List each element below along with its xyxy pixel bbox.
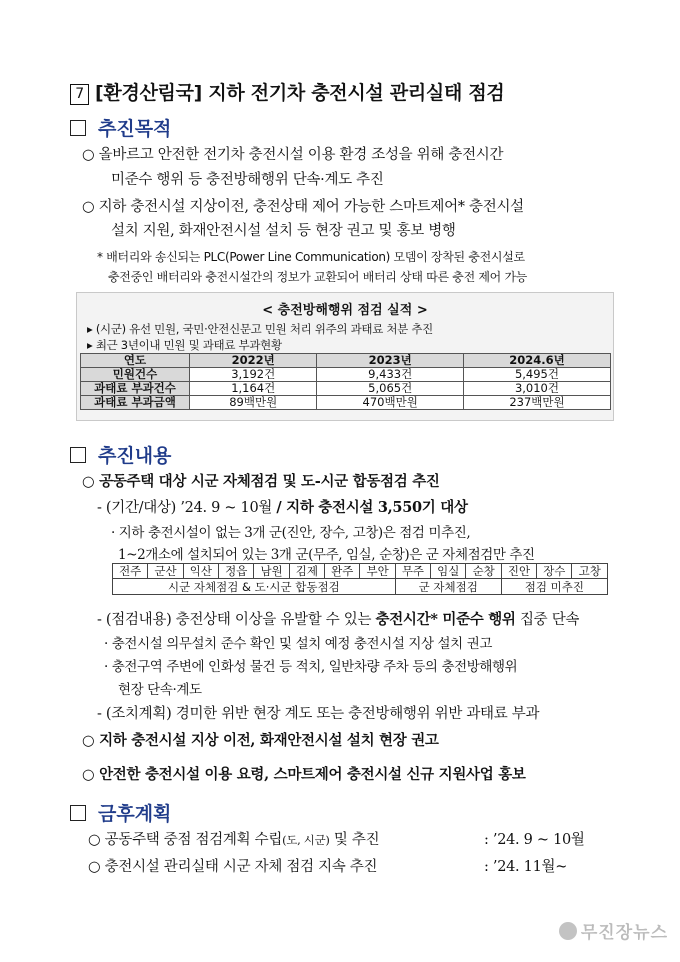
stats-table-header xyxy=(81,354,611,368)
stats-cell: 5,065건 xyxy=(317,382,463,396)
stats-row-label: 과태료 부과건수 xyxy=(81,382,190,396)
watermark: 무진장뉴스 xyxy=(559,918,668,943)
plan-item-2: ○ 충전시설 관리실태 시군 자체 점검 지속 추진 xyxy=(88,859,378,875)
section-heading-plan: 금후계획 xyxy=(70,799,171,826)
footnote-line-1: * 배터리와 송신되는 PLC(Power Line Communication) 모뎀이 장착된 충전시설로 xyxy=(97,250,525,264)
checkbox-square-icon xyxy=(70,447,86,463)
stats-title: < 충전방해행위 점검 실적 > xyxy=(262,303,428,318)
region-cell: 김제 xyxy=(289,564,324,579)
stats-header-cell: 2022년 xyxy=(190,354,317,368)
region-cell: 전주 xyxy=(113,564,148,579)
stats-cell: 1,164건 xyxy=(190,382,317,396)
purpose-bullet-2-cont: 설치 지원, 화재안전시설 설치 등 현장 권고 및 홍보 병행 xyxy=(111,223,456,239)
region-group-joint: 시군 자체점검 & 도·시군 합동점검 xyxy=(113,579,396,595)
region-cell: 장수 xyxy=(537,564,572,579)
region-cell: 완주 xyxy=(325,564,360,579)
region-cell: 남원 xyxy=(254,564,289,579)
region-cell: 임실 xyxy=(431,564,466,579)
region-cell: 군산 xyxy=(148,564,183,579)
content-dash-inspection: - (점검내용) 충전상태 이상을 유발할 수 있는 충전시간* 미준수 행위 집중 단속 xyxy=(97,611,580,628)
region-cell: 순창 xyxy=(466,564,501,579)
content-sub-3: · 충전구역 주변에 인화성 물건 등 적치, 일반차량 주차 등의 충전방해행위 xyxy=(104,659,518,675)
plan-item-1: ○ 공동주택 중점 점검계획 수립(도, 시군) 및 추진 xyxy=(88,832,380,848)
stats-cell: 5,495건 xyxy=(463,368,610,382)
table-row xyxy=(81,382,611,396)
stats-header-cell: 2023년 xyxy=(317,354,463,368)
title-text: [환경산림국] 지하 전기차 충전시설 관리실태 점검 xyxy=(95,82,505,104)
table-row xyxy=(113,579,608,595)
section-heading-purpose: 추진목적 xyxy=(70,114,171,141)
purpose-bullet-1: ○ 올바르고 안전한 전기차 충전시설 이용 환경 조성을 위해 충전시간 xyxy=(82,147,504,163)
item-number: 7 xyxy=(70,84,89,105)
stats-table xyxy=(80,353,611,410)
stats-row-label: 과태료 부과금액 xyxy=(81,396,190,410)
region-cell: 진안 xyxy=(501,564,536,579)
content-sub-1-cont: 1~2개소에 설치되어 있는 3개 군(무주, 임실, 순창)은 군 자체점검만 추진 xyxy=(118,547,535,563)
region-cell: 고창 xyxy=(572,564,608,579)
stats-cell: 9,433건 xyxy=(317,368,463,382)
stats-cell: 237백만원 xyxy=(463,396,610,410)
plan-item-1-date: : ’24. 9 ~ 10월 xyxy=(484,832,585,848)
checkbox-square-icon xyxy=(70,120,86,136)
region-table xyxy=(112,563,608,595)
stats-cell: 470백만원 xyxy=(317,396,463,410)
stats-header-cell: 2024.6년 xyxy=(463,354,610,368)
content-dash-action: - (조치계획) 경미한 위반 현장 계도 또는 충전방해행위 위반 과태료 부과 xyxy=(97,706,540,722)
content-sub-2: · 충전시설 의무설치 준수 확인 및 설치 예정 충전시설 지상 설치 권고 xyxy=(104,636,493,652)
content-bullet-3: ○ 안전한 충전시설 이용 요령, 스마트제어 충전시설 신규 지원사업 홍보 xyxy=(82,766,526,783)
content-bullet-1: ○ 공동주택 대상 시군 자체점검 및 도-시군 합동점검 추진 xyxy=(82,473,440,490)
stats-row-label: 민원건수 xyxy=(81,368,190,382)
page-title xyxy=(70,78,504,105)
footnote-line-2: 충전중인 배터리와 충전시설간의 정보가 교환되어 배터리 상태 따른 충전 제어 가능 xyxy=(108,270,528,284)
plan-item-2-date: : ’24. 11월~ xyxy=(484,859,568,875)
region-cell: 익산 xyxy=(183,564,218,579)
stats-cell: 3,010건 xyxy=(463,382,610,396)
content-sub-3-cont: 현장 단속·계도 xyxy=(118,682,202,698)
stats-note-2: ▸ 최근 3년이내 민원 및 과태료 부과현황 xyxy=(87,338,282,352)
region-cell: 부안 xyxy=(360,564,395,579)
content-bullet-2: ○ 지하 충전시설 지상 이전, 화재안전시설 설치 현장 권고 xyxy=(82,732,439,749)
table-row xyxy=(113,564,608,579)
news-logo-icon xyxy=(559,922,577,940)
content-dash-period: - (기간/대상) ’24. 9 ~ 10월 / 지하 충전시설 3,550기 대상 xyxy=(97,499,468,516)
region-cell: 무주 xyxy=(395,564,430,579)
stats-cell: 89백만원 xyxy=(190,396,317,410)
stats-header-cell: 연도 xyxy=(81,354,190,368)
purpose-bullet-1-cont: 미준수 행위 등 충전방해행위 단속·계도 추진 xyxy=(111,172,384,188)
region-group-self: 군 자체점검 xyxy=(395,579,501,595)
checkbox-square-icon xyxy=(70,805,86,821)
table-row xyxy=(81,396,611,410)
purpose-bullet-2: ○ 지하 충전시설 지상이전, 충전상태 제어 가능한 스마트제어* 충전시설 xyxy=(82,199,524,215)
region-group-none: 점검 미추진 xyxy=(501,579,607,595)
region-cell: 정읍 xyxy=(219,564,254,579)
stats-note-1: ▸ (시군) 유선 민원, 국민·안전신문고 민원 처리 위주의 과태료 처분 추진 xyxy=(87,322,433,336)
stats-cell: 3,192건 xyxy=(190,368,317,382)
content-sub-1: · 지하 충전시설이 없는 3개 군(진안, 장수, 고창)은 점검 미추진, xyxy=(111,525,471,541)
table-row xyxy=(81,368,611,382)
section-heading-content: 추진내용 xyxy=(70,441,171,468)
